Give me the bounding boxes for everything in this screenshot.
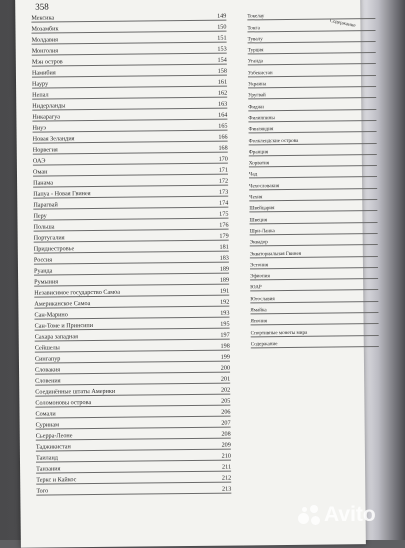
- entry-title: Сан-Томе и Принсипи: [34, 322, 94, 330]
- entry-title: Мексика: [31, 14, 55, 22]
- entry-title: Филиппины: [248, 115, 275, 122]
- entry-title: Чехия: [249, 194, 263, 201]
- entry-title: Ниуэ: [32, 124, 47, 132]
- entry-page-number: 175: [219, 210, 229, 218]
- contents-entry: [36, 483, 231, 496]
- entry-title: Нидерланды: [32, 102, 66, 110]
- entry-page-number: 150: [217, 23, 227, 31]
- entry-title: Токелау: [247, 13, 265, 20]
- entry-page-number: 189: [219, 276, 230, 284]
- entry-title: Мэн остров: [31, 58, 63, 66]
- entry-title: Сахара западная: [34, 333, 78, 341]
- entry-title: Спортивные монеты мира: [250, 329, 308, 336]
- entry-title: Россия: [33, 256, 53, 264]
- entry-page-number: 200: [220, 364, 231, 372]
- entry-title: Науру: [32, 80, 49, 88]
- entry-title: Финляндия: [248, 126, 274, 133]
- entry-title: Тонга: [247, 24, 260, 31]
- entry-page-number: 183: [219, 254, 229, 262]
- entry-title: Таиланд: [35, 454, 58, 462]
- entry-page-number: 206: [221, 408, 231, 416]
- entry-page-number: 213: [221, 485, 232, 493]
- entry-title: Оман: [32, 168, 48, 176]
- entry-title: Приднестровье: [33, 245, 75, 253]
- entry-page-number: 162: [217, 89, 228, 97]
- contents-column-left: [31, 10, 231, 496]
- entry-page-number: 197: [220, 331, 230, 339]
- entry-title: Монголия: [31, 47, 59, 55]
- entry-title: Новая Зеландия: [32, 135, 75, 143]
- entry-title: Эстония: [249, 262, 269, 269]
- contents-page: [15, 0, 366, 548]
- entry-title: Норвегия: [32, 146, 58, 154]
- entry-page-number: 198: [220, 342, 230, 350]
- entry-page-number: 171: [218, 166, 228, 174]
- entry-title: Япония: [250, 318, 268, 325]
- entry-title: Сан-Марино: [34, 311, 68, 319]
- entry-title: Парагвай: [33, 201, 58, 209]
- entry-title: Сомали: [35, 410, 56, 418]
- entry-title: Никарагуа: [32, 113, 61, 121]
- entry-title: Непал: [32, 91, 49, 99]
- entry-title: Узбекистан: [247, 69, 273, 77]
- entry-title: Соединённые штаты Америки: [35, 387, 116, 396]
- page-number: 358: [35, 1, 49, 12]
- entry-title: Сингапур: [34, 355, 61, 363]
- entry-title: Соломоновы острова: [35, 399, 92, 407]
- entry-page-number: 211: [221, 463, 232, 471]
- contents-column-right: [247, 8, 379, 348]
- entry-title: Ямайка: [250, 307, 267, 314]
- entry-title: Суринам: [35, 421, 60, 429]
- entry-page-number: 195: [220, 320, 230, 328]
- entry-page-number: 176: [219, 221, 229, 229]
- entry-title: Румыния: [34, 278, 59, 286]
- entry-page-number: 179: [219, 232, 229, 240]
- entry-title: Словакия: [35, 366, 61, 374]
- entry-title: Молдавия: [31, 36, 59, 44]
- entry-title: Франция: [248, 149, 269, 156]
- entry-title: ЮАР: [250, 284, 262, 291]
- entry-page-number: 165: [218, 122, 228, 130]
- entry-title: Танзания: [36, 465, 61, 473]
- entry-page-number: 207: [221, 419, 231, 427]
- entry-title: Сьерра-Леоне: [35, 432, 73, 440]
- entry-page-number: 166: [218, 133, 228, 141]
- entry-page-number: 193: [220, 309, 230, 317]
- entry-title: Уганда: [247, 58, 263, 65]
- entry-page-number: 212: [221, 474, 232, 482]
- entry-title: Таджикистан: [35, 443, 71, 451]
- entry-page-number: 154: [217, 56, 227, 64]
- contents-entry: [251, 336, 379, 349]
- entry-page-number: 199: [220, 353, 230, 361]
- entry-title: Словения: [35, 377, 61, 385]
- entry-title: Теркс и Кайкос: [36, 476, 77, 484]
- entry-title: Эфиопия: [250, 273, 270, 280]
- entry-page-number: 168: [218, 144, 228, 152]
- entry-page-number: 158: [217, 67, 227, 75]
- entry-page-number: 201: [220, 375, 231, 383]
- entry-title: Уругвай: [248, 92, 266, 99]
- entry-title: Тувалу: [247, 36, 263, 43]
- entry-title: Югославия: [250, 295, 275, 303]
- entry-page-number: 210: [221, 452, 231, 460]
- entry-title: Фиджи: [248, 103, 264, 111]
- entry-page-number: 172: [218, 177, 229, 185]
- entry-title: ОАЭ: [32, 157, 46, 165]
- entry-page-number: 173: [218, 188, 229, 196]
- entry-page-number: 181: [219, 243, 229, 251]
- entry-title: Панама: [33, 179, 54, 187]
- running-header: Содержание: [329, 18, 356, 29]
- entry-page-number: 208: [221, 430, 231, 438]
- entry-title: Содержание: [250, 340, 278, 348]
- entry-title: Хорватия: [248, 160, 270, 167]
- entry-page-number: 192: [220, 298, 230, 306]
- entry-title: Шри-Ланка: [249, 228, 275, 235]
- entry-page-number: 209: [221, 441, 231, 449]
- entry-page-number: 161: [217, 78, 228, 86]
- entry-title: Фолклендские острова: [248, 137, 299, 144]
- entry-title: Украина: [248, 81, 267, 88]
- entry-page-number: 205: [221, 397, 231, 405]
- avito-watermark: [298, 503, 376, 527]
- entry-title: Перу: [33, 212, 47, 220]
- entry-title: Того: [36, 487, 49, 495]
- entry-title: Папуа - Новая Гвинея: [33, 190, 91, 198]
- entry-page-number: 174: [218, 199, 229, 207]
- entry-page-number: 151: [217, 34, 227, 42]
- avito-logo-icon: [298, 504, 322, 526]
- entry-title: Сейшелы: [34, 344, 60, 352]
- entry-page-number: 153: [217, 45, 227, 53]
- entry-title: Руанда: [33, 267, 53, 275]
- entry-title: Независимое государство Самоа: [34, 288, 121, 297]
- entry-title: Швейцария: [249, 205, 275, 212]
- entry-page-number: 202: [220, 386, 231, 394]
- entry-page-number: 164: [218, 111, 228, 119]
- entry-page-number: 189: [219, 265, 230, 273]
- entry-title: Экваториальная Гвинея: [249, 250, 302, 257]
- entry-title: Чехословакия: [249, 182, 280, 190]
- entry-title: Турция: [247, 47, 264, 54]
- entry-title: Чад: [248, 171, 258, 178]
- avito-watermark-text: Avito: [324, 503, 376, 526]
- entry-page-number: 163: [217, 100, 228, 108]
- entry-page-number: 149: [217, 12, 227, 20]
- entry-title: Мозамбик: [31, 25, 59, 33]
- entry-title: Польша: [33, 223, 55, 231]
- entry-title: Американское Самоа: [34, 300, 91, 308]
- entry-title: Швеция: [249, 216, 268, 224]
- entry-title: Эквадор: [249, 239, 268, 246]
- entry-page-number: 170: [218, 155, 228, 163]
- entry-title: Намибия: [31, 69, 56, 77]
- entry-page-number: 191: [219, 287, 230, 295]
- entry-title: Португалия: [33, 234, 65, 242]
